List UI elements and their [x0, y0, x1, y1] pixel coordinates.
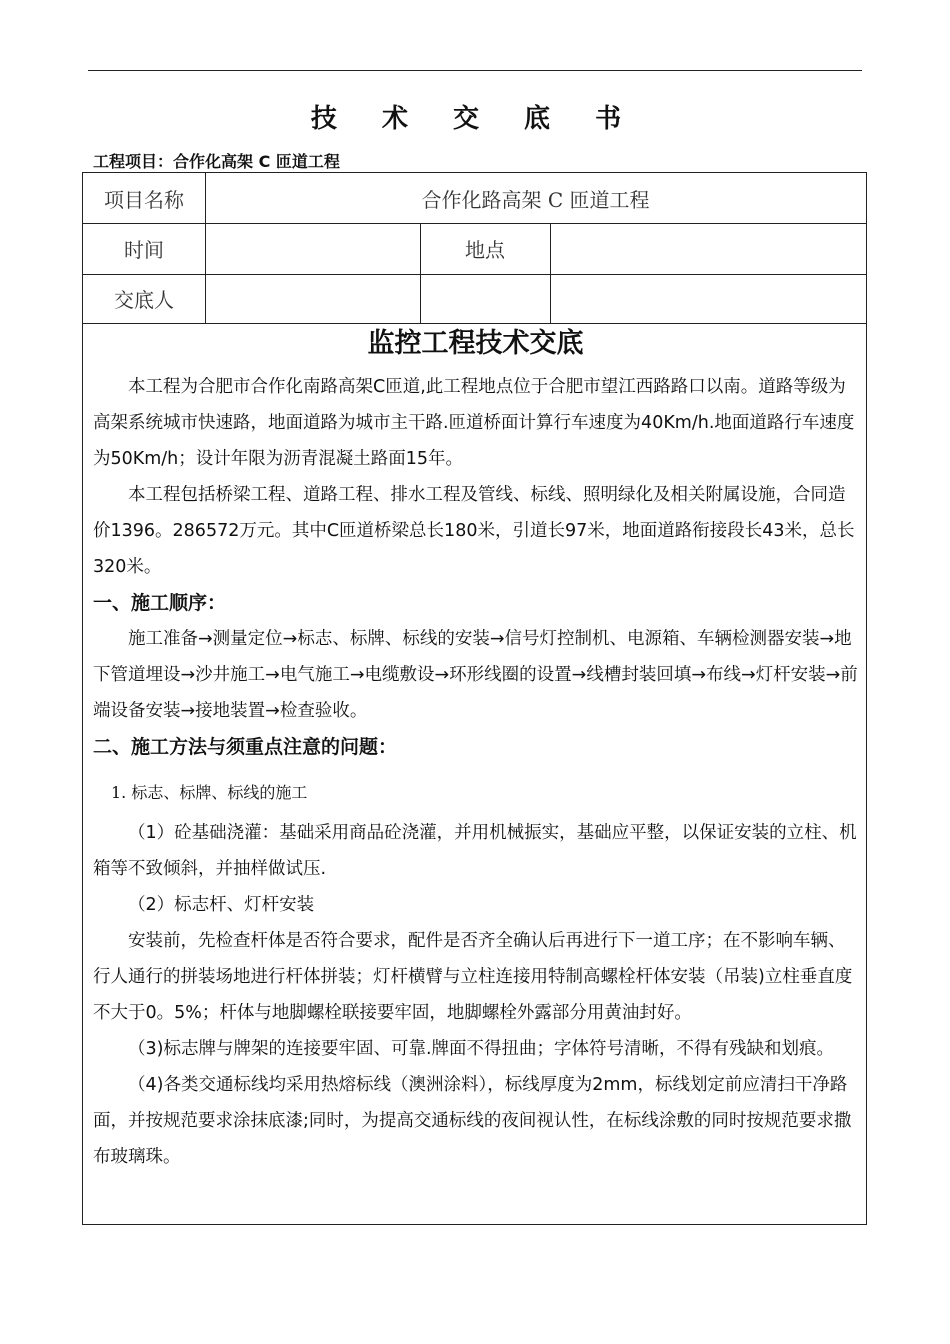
top-rule — [88, 70, 862, 71]
item-title: （2）标志杆、灯杆安装 — [128, 895, 315, 915]
time-value — [205, 223, 420, 274]
item-paragraph: （4)各类交通标线均采用热熔标线（澳洲涂料），标线厚度为2mm，标线划定前应清扫干净路面，并按规范要求涂抹底漆;同时，为提高交通标线的夜间视认性，在标线涂敷的同时按规范要求撒布玻璃珠。 — [93, 1075, 852, 1167]
project-name-value: 合作化路高架 C 匝道工程 — [421, 187, 650, 212]
item-paragraph: 安装前，先检查杆体是否符合要求，配件是否齐全确认后再进行下一道工序；在不影响车辆、行人通行的拼装场地进行杆体拼装；灯杆横臂与立柱连接用特制高螺栓杆体安装（吊装)立柱垂直度不大于0。5%；杆体与地脚螺栓联接要牢固，地脚螺栓外露部分用黄油封好。 — [93, 931, 853, 1023]
section-heading: 监控工程技术交底 — [367, 328, 584, 359]
item-paragraph: （1）砼基础浇灌：基础采用商品砼浇灌，并用机械振实，基础应平整，以保证安装的立柱、机箱等不致倾斜，并抽样做试压. — [93, 823, 857, 879]
intro-paragraph: 本工程为合肥市合作化南路高架C匝道,此工程地点位于合肥市望江西路路口以南。道路等级为高架系统城市快速路，地面道路为城市主干路.匝道桥面计算行车速度为40Km/h.地面道路行车速度为50Km/h；设计年限为沥青混凝土路面15年。 — [93, 377, 855, 469]
project-name-label: 项目名称 — [104, 187, 184, 212]
disclosure-form — [82, 172, 867, 1225]
project-line: 工程项目：合作化高架 C 匝道工程 — [93, 152, 340, 171]
intro-paragraph: 本工程包括桥梁工程、道路工程、排水工程及管线、标线、照明绿化及相关附属设施，合同造价1396。286572万元。其中C匝道桥梁总长180米，引道长97米，地面道路衔接段长43米，总长320米。 — [93, 485, 855, 577]
presenter-label: 交底人 — [114, 288, 174, 312]
place-label: 地点 — [465, 238, 505, 262]
item-paragraph: （3)标志牌与牌架的连接要牢固、可靠.牌面不得扭曲；字体符号清晰，不得有残缺和划痕。 — [128, 1039, 835, 1059]
blank-cell — [550, 274, 866, 323]
section-title: 二、施工方法与须重点注意的问题： — [93, 736, 398, 758]
content-body — [93, 369, 858, 1175]
section-title: 一、施工顺序： — [93, 592, 227, 614]
place-value — [550, 223, 866, 274]
document-title: 技 术 交 底 书 — [310, 104, 640, 134]
presenter-value — [205, 274, 420, 323]
subsection-title: 1. 标志、标牌、标线的施工 — [111, 783, 308, 802]
sequence-paragraph: 施工准备→测量定位→标志、标牌、标线的安装→信号灯控制机、电源箱、车辆检测器安装→地下管道埋设→沙井施工→电气施工→电缆敷设→环形线圈的设置→线槽封装回填→布线→灯杆安装→前端设备安装→接地装置→检查验收。 — [93, 629, 858, 721]
time-label: 时间 — [124, 238, 164, 262]
blank-cell — [420, 274, 550, 323]
